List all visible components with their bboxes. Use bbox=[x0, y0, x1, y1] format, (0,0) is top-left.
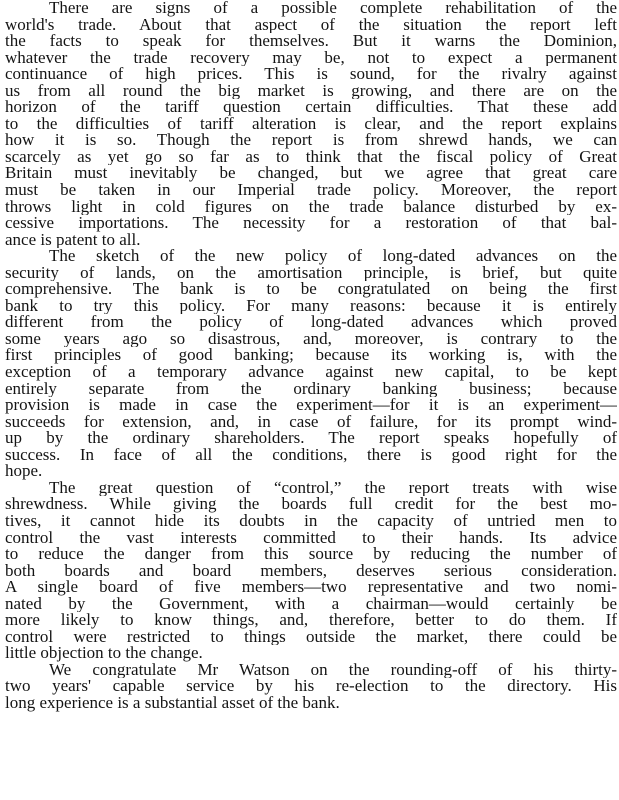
text-line: world's trade. About that aspect of the situation the report left bbox=[5, 16, 617, 34]
text-line: nated by the Government, with a chairman—would certainly be bbox=[5, 595, 617, 613]
text-line: Britain must inevitably be changed, but we agree that great care bbox=[5, 165, 617, 183]
text-line: provision is made in case the experiment—for it is an experiment— bbox=[5, 397, 617, 414]
paragraph-trade-rehabilitation bbox=[5, 0, 617, 248]
text-line: whatever the trade recovery may be, not to expect a permanent bbox=[5, 49, 617, 67]
text-line: little objection to the change. bbox=[5, 645, 203, 662]
text-line: horizon of the tariff question certain difficulties. That these add bbox=[5, 99, 617, 116]
text-line: We congratulate Mr Watson on the rounding-off of his thirty- bbox=[49, 661, 617, 679]
article-body bbox=[5, 0, 617, 712]
text-line: A single board of five members—two representative and two nomi- bbox=[5, 579, 617, 596]
text-line: The sketch of the new policy of long-dated advances on the bbox=[49, 248, 617, 265]
text-line: continuance of high prices. This is sound, for the rivalry against bbox=[5, 66, 617, 83]
text-line: two years' capable service by his re-election to the directory. His bbox=[5, 678, 617, 695]
text-line: entirely separate from the ordinary banking business; because bbox=[5, 380, 617, 398]
text-line: success. In face of all the conditions, there is good right for the bbox=[5, 446, 617, 464]
text-line: to reduce the danger from this source by reducing the number of bbox=[5, 546, 617, 563]
text-line: comprehensive. The bank is to be congratulated on being the first bbox=[5, 281, 617, 298]
text-line: scarcely as yet go so far as to think that the fiscal policy of Great bbox=[5, 148, 617, 166]
text-line: hope. bbox=[5, 463, 43, 480]
text-line: up by the ordinary shareholders. The report speaks hopefully of bbox=[5, 430, 617, 447]
paragraph-long-dated-advances bbox=[5, 248, 617, 480]
text-line: exception of a temporary advance against new capital, to be kept bbox=[5, 364, 617, 381]
text-line: ance is patent to all. bbox=[5, 231, 141, 249]
text-line: different from the policy of long-dated advances which proved bbox=[5, 314, 617, 331]
text-line: control were restricted to things outside the market, there could be bbox=[5, 628, 617, 646]
text-line: throws light in cold figures on the trade balance disturbed by ex- bbox=[5, 198, 617, 216]
text-line: bank to try this policy. For many reasons: because it is entirely bbox=[5, 297, 617, 315]
text-line: to the difficulties of tariff alteration is clear, and the report explains bbox=[5, 115, 617, 133]
text-line: shrewdness. While giving the boards full credit for the best mo- bbox=[5, 496, 617, 513]
text-line: more likely to know things, and, therefore, better to do them. If bbox=[5, 612, 617, 629]
text-line: The great question of “control,” the report treats with wise bbox=[49, 479, 617, 497]
text-line: tives, it cannot hide its doubts in the capacity of untried men to bbox=[5, 512, 617, 530]
text-line: some years ago so disastrous, and, moreover, is contrary to the bbox=[5, 330, 617, 348]
text-line: There are signs of a possible complete rehabilitation of the bbox=[49, 0, 617, 17]
text-line: must be taken in our Imperial trade policy. Moreover, the report bbox=[5, 182, 617, 199]
paragraph-watson-reelection bbox=[5, 662, 617, 712]
text-line: the facts to speak for themselves. But it warns the Dominion, bbox=[5, 33, 617, 50]
text-line: how it is so. Though the report is from shrewd hands, we can bbox=[5, 132, 617, 149]
text-line: control the vast interests committed to their hands. Its advice bbox=[5, 529, 617, 547]
text-line: long experience is a substantial asset of the bank. bbox=[5, 694, 340, 712]
paragraph-control-question bbox=[5, 480, 617, 662]
text-line: cessive importations. The necessity for a restoration of that bal- bbox=[5, 215, 617, 232]
text-line: both boards and board members, deserves serious consideration. bbox=[5, 562, 617, 580]
text-line: succeeds for extension, and, in case of failure, for its prompt wind- bbox=[5, 413, 617, 431]
text-line: first principles of good banking; because its working is, with the bbox=[5, 347, 617, 365]
text-line: us from all round the big market is growing, and there are on the bbox=[5, 82, 617, 100]
text-line: security of lands, on the amortisation principle, is brief, but quite bbox=[5, 264, 617, 282]
